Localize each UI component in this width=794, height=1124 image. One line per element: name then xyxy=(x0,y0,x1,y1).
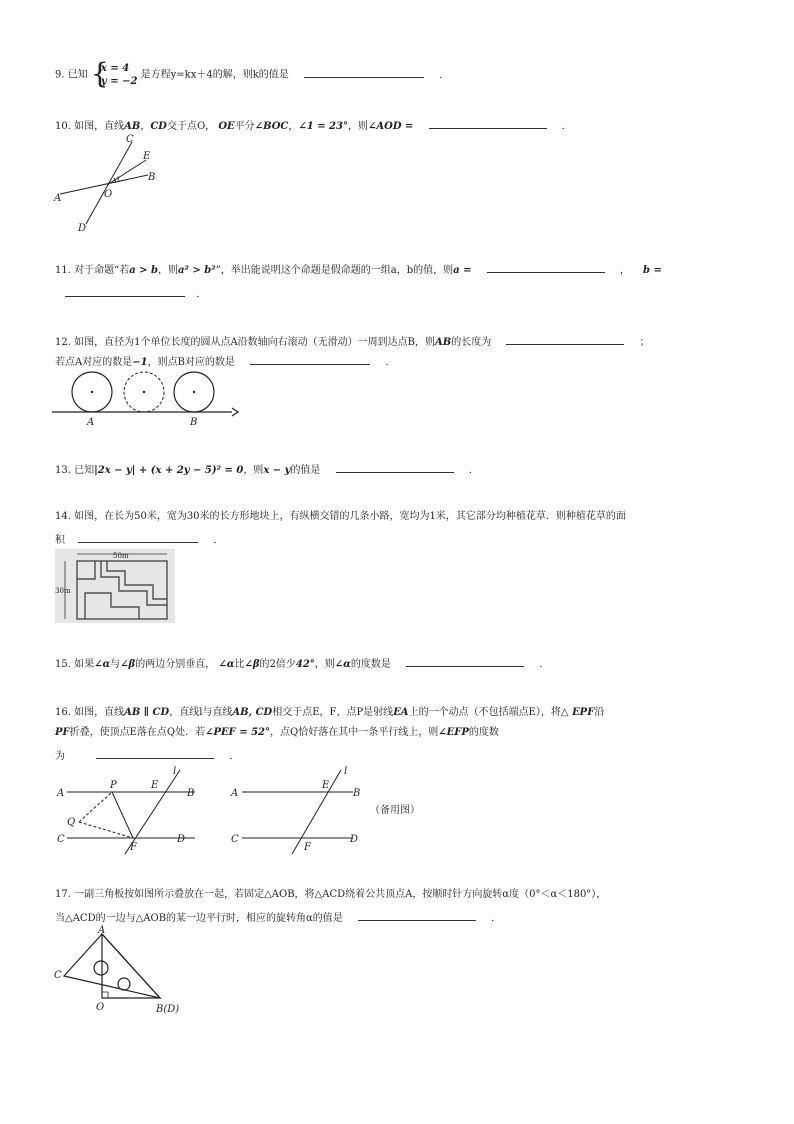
answer-blank-13[interactable] xyxy=(336,462,454,473)
label-d: D xyxy=(177,834,186,845)
label-o: O xyxy=(96,1002,105,1013)
label-b: B xyxy=(190,417,198,428)
figure-10 xyxy=(50,132,170,232)
figure-16-main xyxy=(55,762,215,858)
figure-14 xyxy=(55,549,175,625)
question-15: 15. 如果∠α与∠β的两边分别垂直， ∠α比∠β的2倍少42°，则∠α的度数是 ． xyxy=(55,656,549,672)
question-12-line2: 若点A对应的数是−1，则点B对应的数是 ． xyxy=(55,354,395,370)
question-9: 9. 已知 { x = 4 y = −2 是方程y=kx＋4的解，则k的值是 ． xyxy=(55,57,450,90)
question-11: 11. 对于命题“若a > b，则a² > b²”，举出能说明这个命题是假命题的一组a，b的值，则a = ， b = xyxy=(55,262,662,278)
label-bd: B(D) xyxy=(156,1004,180,1015)
answer-blank-15[interactable] xyxy=(406,656,524,667)
label-p: P xyxy=(110,780,117,791)
answer-blank-17[interactable] xyxy=(358,910,476,921)
question-13: 13. 已知|2x − y| + (x + 2y − 5)² = 0，则x − y的值是 ． xyxy=(55,462,479,478)
triangle-acd xyxy=(64,934,160,998)
label-o: O xyxy=(104,189,113,200)
label-f: F xyxy=(304,842,311,853)
figure-17 xyxy=(52,926,182,1018)
answer-blank-11b[interactable] xyxy=(65,286,185,297)
backup-figure-label: （备用图） xyxy=(370,805,420,816)
label-e: E xyxy=(322,780,330,791)
question-17: 17. 一副三角板按如图所示叠放在一起，若固定△AOB，将△ACD绕着公共顶点A，按顺时针方向旋转α度（0°＜α＜180°）， xyxy=(55,889,607,900)
label-e: E xyxy=(143,151,151,162)
answer-blank-11a[interactable] xyxy=(487,262,605,273)
label-b: B xyxy=(187,788,195,799)
axis-arrow xyxy=(232,408,238,416)
segment-pq xyxy=(79,792,112,822)
figure-16-backup xyxy=(228,762,378,858)
figure-12 xyxy=(52,370,242,430)
label-d: D xyxy=(78,223,87,234)
hole-1 xyxy=(94,961,108,975)
question-16-line3: 为 ． xyxy=(55,748,239,764)
label-f: F xyxy=(130,842,137,853)
path-1 xyxy=(77,561,95,579)
label-b: B xyxy=(148,172,156,183)
answer-blank-12b[interactable] xyxy=(250,354,370,365)
ray-oe xyxy=(107,160,146,185)
label-a: A xyxy=(98,925,106,936)
question-14: 14. 如图，在长为50米，宽为30米的长方形地块上，有纵横交错的几条小路，宽均为1米，其它部分均种植花草．则种植花草的面 xyxy=(55,511,626,522)
equation-system: { x = 4 y = −2 xyxy=(90,57,138,90)
label-a: A xyxy=(57,788,65,799)
question-14-line2: 积 ． xyxy=(55,532,223,548)
label-a: A xyxy=(54,193,62,204)
segment-qf xyxy=(79,822,133,838)
question-10: 10. 如图，直线AB，CD交于点O， OE平分∠BOC，∠1 = 23°，则∠AOD = ． xyxy=(55,118,572,134)
label-height: 30m xyxy=(55,587,71,595)
label-l: l xyxy=(173,766,177,777)
label-1: 1 xyxy=(116,176,121,184)
question-11-line2: ． xyxy=(65,286,206,302)
hole-2 xyxy=(118,978,130,990)
path-4 xyxy=(85,593,139,619)
segment-pf xyxy=(112,792,133,838)
label-width: 50m xyxy=(113,552,129,560)
answer-blank-12a[interactable] xyxy=(506,334,624,345)
path-3 xyxy=(107,561,167,599)
label-c: C xyxy=(126,134,134,145)
label-a: A xyxy=(231,788,239,799)
line-l xyxy=(292,770,341,854)
label-q: Q xyxy=(67,817,76,828)
label-d: D xyxy=(350,834,359,845)
label-e: E xyxy=(151,780,159,791)
label-c: C xyxy=(231,834,239,845)
answer-blank-14[interactable] xyxy=(78,532,198,543)
label-c: C xyxy=(57,834,65,845)
right-angle-mark xyxy=(102,992,108,998)
line-cd xyxy=(86,142,132,224)
question-17-line2: 当△ACD的一边与△AOB的某一边平行时，相应的旋转角α的值是 ． xyxy=(55,910,501,926)
question-16-line2: PF折叠，使顶点E落在点Q处．若∠PEF = 52°，点Q恰好落在其中一条平行线上，则∠EFP的度数 xyxy=(55,727,499,738)
question-16: 16. 如图，直线AB ∥ CD，直线l与直线AB, CD相交于点E，F，点P是射线EA上的一个动点（不包括端点E），将△ EPF沿 xyxy=(55,707,605,718)
answer-blank-9[interactable] xyxy=(304,67,424,78)
answer-blank-16[interactable] xyxy=(96,748,214,759)
label-a: A xyxy=(87,417,95,428)
label-b: B xyxy=(353,788,361,799)
answer-blank-10[interactable] xyxy=(429,118,547,129)
label-c: C xyxy=(54,970,62,981)
label-l: l xyxy=(344,766,348,777)
question-12: 12. 如图，直径为1个单位长度的圆从点A沿数轴向右滚动（无滑动）一周到达点B，则AB的长度为 ； xyxy=(55,334,650,350)
